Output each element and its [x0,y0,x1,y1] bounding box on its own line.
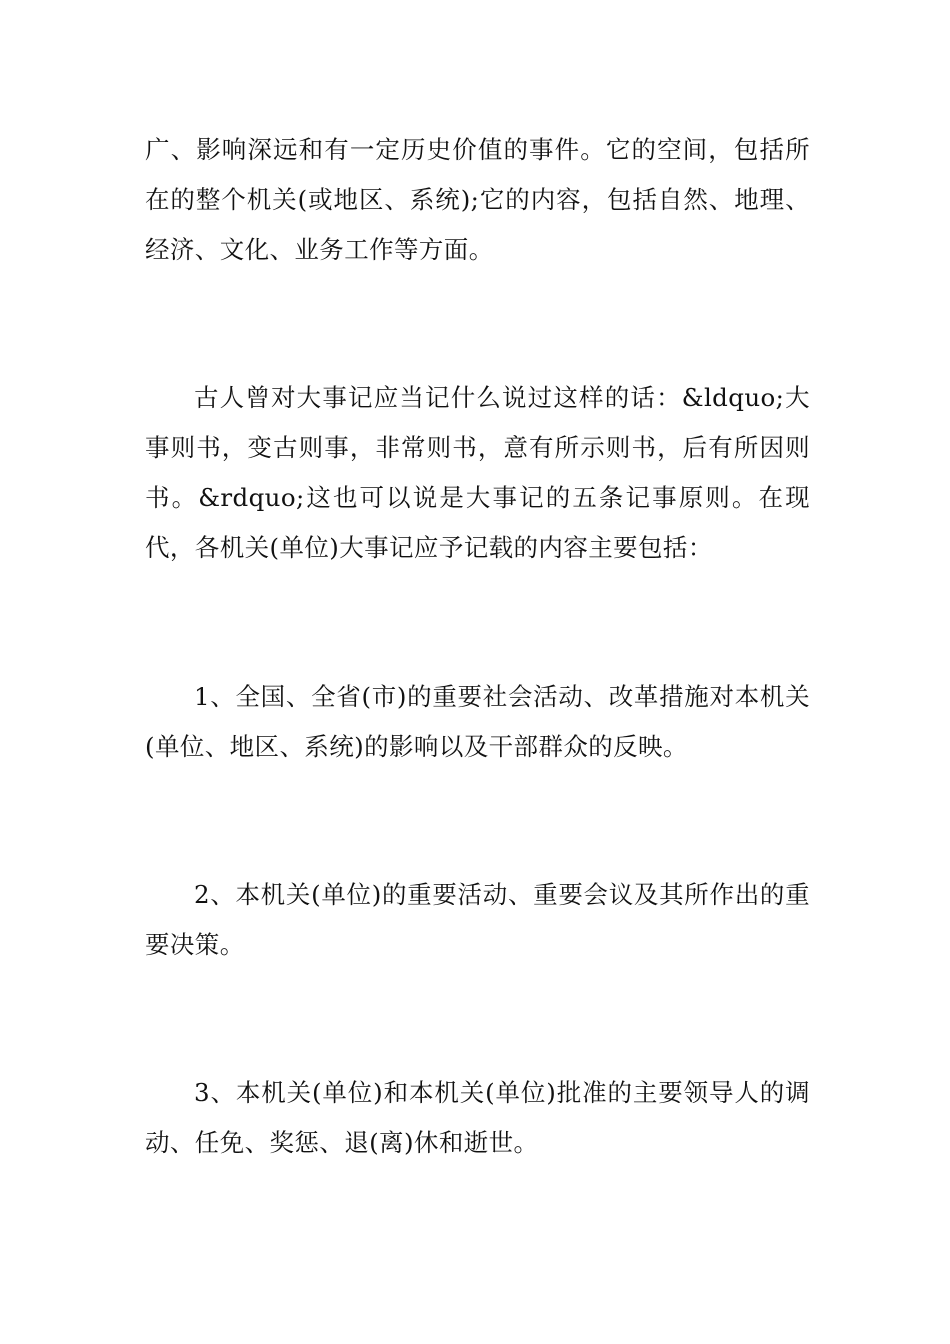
paragraph-recording-principles: 古人曾对大事记应当记什么说过这样的话：&ldquo;大事则书，变古则事，非常则书，意有所示则书，后有所因则书。&rdquo;这也可以说是大事记的五条记事原则。在现代，各机关(单位)大事记应予记载的内容主要包括： [145,383,810,562]
list-item-3: 3、本机关(单位)和本机关(单位)批准的主要领导人的调动、任免、奖惩、退(离)休和逝世。 [145,1078,810,1157]
list-item-2: 2、本机关(单位)的重要活动、重要会议及其所作出的重要决策。 [145,880,810,959]
list-item-1: 1、全国、全省(市)的重要社会活动、改革措施对本机关(单位、地区、系统)的影响以及干部群众的反映。 [145,682,810,761]
paragraph-continuation-scope: 广、影响深远和有一定历史价值的事件。它的空间，包括所在的整个机关(或地区、系统);它的内容，包括自然、地理、经济、文化、业务工作等方面。 [145,135,810,264]
